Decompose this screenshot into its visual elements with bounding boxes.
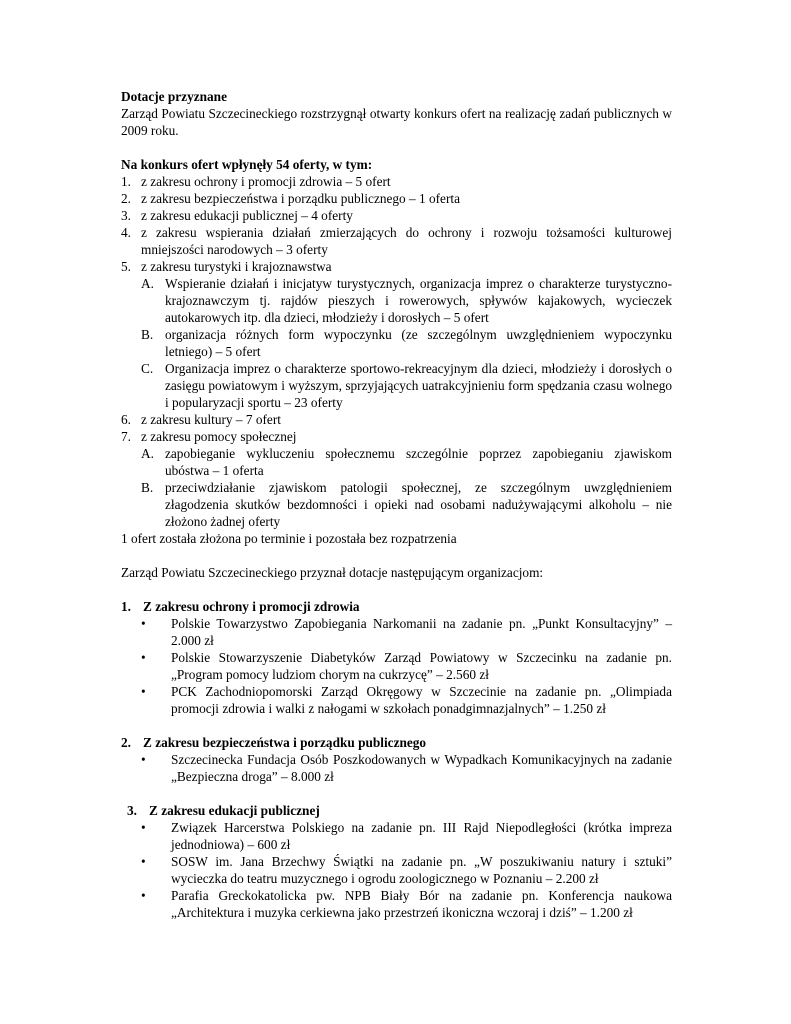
list-item-number: 5.	[121, 259, 131, 274]
bullet-item	[141, 649, 672, 683]
bullet-item-text: Polskie Towarzystwo Zapobiegania Narkomanii na zadanie pn. „Punkt Konsultacyjny” – 2.000 zł	[171, 616, 672, 648]
list-item	[121, 258, 672, 275]
bullet-item-text: Związek Harcerstwa Polskiego na zadanie pn. III Rajd Niepodległości (krótka impreza jednodniowa) – 600 zł	[171, 820, 672, 852]
document-page	[121, 88, 672, 921]
bullet-icon: •	[141, 888, 146, 903]
section-heading	[121, 598, 672, 615]
awards-sections	[121, 598, 672, 921]
list-item-number: 1.	[121, 174, 131, 189]
list-item	[121, 173, 672, 190]
section-spacer	[121, 717, 672, 734]
list-item	[121, 190, 672, 207]
section-number: 3.	[127, 803, 137, 818]
sub-list-item-text: Wspieranie działań i inicjatyw turystycznych, organizacja imprez o charakterze turystyczno-krajoznawczym tj. rajdów pieszych i rowerowych, spływów kajakowych, wycieczek autokarowych itp. dla dzieci, młodzieży i dorosłych – 5 ofert	[165, 276, 672, 325]
bullet-icon: •	[141, 752, 146, 767]
bullet-item-text: PCK Zachodniopomorski Zarząd Okręgowy w Szczecinie na zadanie pn. „Olimpiada promocji zdrowia i walki z nałogami w szkołach ponadgimnazjalnych” – 1.250 zł	[171, 684, 672, 716]
offers-heading: Na konkurs ofert wpłynęły 54 oferty, w tym:	[121, 157, 373, 172]
bullet-item	[141, 683, 672, 717]
bullet-item	[141, 751, 672, 785]
bullet-item-text: Parafia Greckokatolicka pw. NPB Biały Bór na zadanie pn. Konferencja naukowa „Architektura i muzyka cerkiewna jako przestrzeń ikoniczna wczoraj i dziś” – 1.200 zł	[171, 888, 672, 920]
bullet-icon: •	[141, 684, 146, 699]
bullet-item	[141, 615, 672, 649]
bullet-item	[141, 853, 672, 887]
list-item-number: 7.	[121, 429, 131, 444]
bullet-icon: •	[141, 854, 146, 869]
sub-list-item	[141, 445, 672, 479]
section-heading	[127, 802, 672, 819]
section-title: Z zakresu edukacji publicznej	[149, 803, 320, 818]
document-heading: Dotacje przyznane	[121, 89, 227, 104]
intro-paragraph: Zarząd Powiatu Szczecineckiego rozstrzygnął otwarty konkurs ofert na realizację zadań publicznych w 2009 roku.	[121, 106, 672, 138]
sub-list-item-letter: A.	[141, 276, 154, 291]
list-item-text: z zakresu kultury – 7 ofert	[141, 412, 281, 427]
section-title: Z zakresu bezpieczeństwa i porządku publicznego	[143, 735, 427, 750]
list-item-text: z zakresu bezpieczeństwa i porządku publicznego – 1 oferta	[141, 191, 460, 206]
sub-list-item	[141, 479, 672, 530]
section-number: 1.	[121, 599, 131, 614]
list-item	[121, 224, 672, 258]
section-number: 2.	[121, 735, 131, 750]
sub-list-item-text: Organizacja imprez o charakterze sportowo-rekreacyjnym dla dzieci, młodzieży i dorosłych o zasięgu powiatowym i wyższym, sprzyjających uatrakcyjnieniu form spędzania czasu wolnego i popularyzacji sportu – 23 oferty	[165, 361, 672, 410]
sub-list-item-letter: B.	[141, 327, 154, 342]
section-title: Z zakresu ochrony i promocji zdrowia	[143, 599, 360, 614]
section-heading	[121, 734, 672, 751]
list-item-text: z zakresu wspierania działań zmierzających do ochrony i rozwoju tożsamości kulturowej mniejszości narodowych – 3 oferty	[141, 225, 672, 257]
bullet-item	[141, 887, 672, 921]
list-item-number: 6.	[121, 412, 131, 427]
bullet-item-text: Szczecinecka Fundacja Osób Poszkodowanych w Wypadkach Komunikacyjnych na zadanie „Bezpieczna droga” – 8.000 zł	[171, 752, 672, 784]
bullet-item	[141, 819, 672, 853]
sub-list-item	[141, 360, 672, 411]
sub-list-item-text: zapobieganie wykluczeniu społecznemu szczególnie poprzez zapobieganiu zjawiskom ubóstwa – 1 oferta	[165, 446, 672, 478]
awards-intro: Zarząd Powiatu Szczecineckiego przyznał dotacje następującym organizacjom:	[121, 565, 544, 580]
list-item-number: 3.	[121, 208, 131, 223]
bullet-icon: •	[141, 616, 146, 631]
sub-list-item	[141, 326, 672, 360]
late-note: 1 ofert została złożona po terminie i pozostała bez rozpatrzenia	[121, 531, 457, 546]
bullet-item-text: SOSW im. Jana Brzechwy Świątki na zadanie pn. „W poszukiwaniu natury i sztuki” wycieczka do teatru muzycznego i ogrodu zoologicznego w Poznaniu – 2.200 zł	[171, 854, 672, 886]
sub-list-item-letter: A.	[141, 446, 154, 461]
list-item	[121, 411, 672, 428]
bullet-item-text: Polskie Stowarzyszenie Diabetyków Zarząd Powiatowy w Szczecinku na zadanie pn. „Program pomocy ludziom chorym na cukrzycę” – 2.560 zł	[171, 650, 672, 682]
sub-list-item-text: przeciwdziałanie zjawiskom patologii społecznej, ze szczególnym uwzględnieniem złagodzenia skutków bezdomności i opieki nad osobami nadużywającymi alkoholu – nie złożono żadnej oferty	[165, 480, 672, 529]
offers-list	[121, 173, 672, 530]
sub-list-item-letter: B.	[141, 480, 154, 495]
bullet-icon: •	[141, 650, 146, 665]
list-item-number: 4.	[121, 225, 131, 240]
list-item	[121, 428, 672, 445]
sub-list-item-letter: C.	[141, 361, 154, 376]
list-item-text: z zakresu pomocy społecznej	[141, 429, 297, 444]
sub-list-item	[141, 275, 672, 326]
list-item-number: 2.	[121, 191, 131, 206]
list-item-text: z zakresu turystyki i krajoznawstwa	[141, 259, 332, 274]
list-item-text: z zakresu edukacji publicznej – 4 oferty	[141, 208, 353, 223]
list-item-text: z zakresu ochrony i promocji zdrowia – 5 ofert	[141, 174, 391, 189]
list-item	[121, 207, 672, 224]
section-spacer	[121, 785, 672, 802]
sub-list-item-text: organizacja różnych form wypoczynku (ze szczególnym uwzględnieniem wypoczynku letniego) – 5 ofert	[165, 327, 672, 359]
bullet-icon: •	[141, 820, 146, 835]
